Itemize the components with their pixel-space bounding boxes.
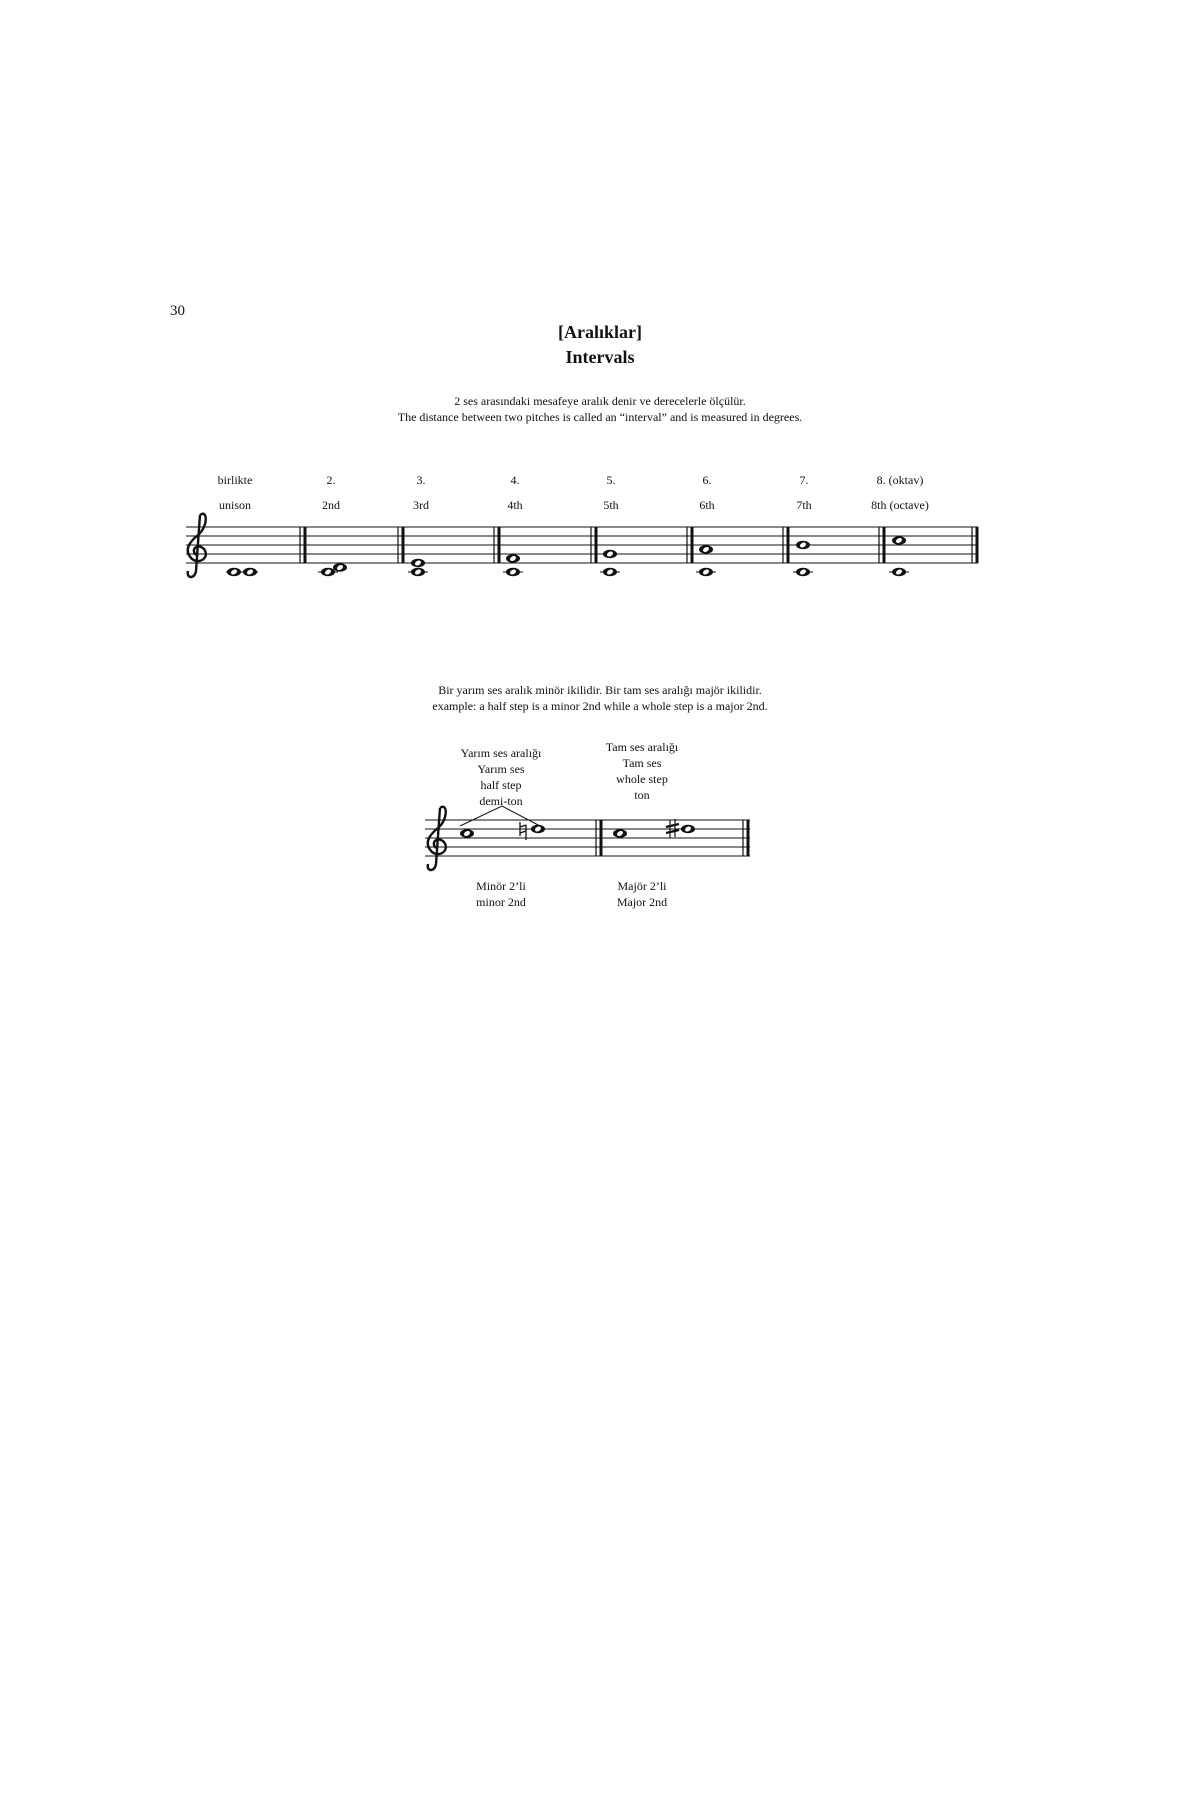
interval-label-tr-8: 8. (oktav)	[876, 473, 924, 487]
major-second-tr: Majör 2’li	[617, 879, 667, 893]
whole-step-labels	[572, 739, 712, 803]
intro-text-en: The distance between two pitches is called an “interval” and is measured in degrees.	[397, 410, 803, 424]
half-step-label: half step	[480, 778, 522, 792]
major-second-en: Major 2nd	[616, 895, 668, 909]
intro-text-tr: 2 ses arasındaki mesafeye aralık denir ve derecelerle ölçülür.	[454, 394, 746, 408]
steps-text	[0, 682, 1200, 714]
interval-label-en-5: 5th	[603, 498, 619, 512]
minor-second-caption	[431, 878, 571, 910]
interval-label-tr-7: 7.	[799, 473, 809, 487]
minor-second-en: minor 2nd	[476, 895, 526, 909]
steps-text-en: example: a half step is a minor 2nd while a whole step is a major 2nd.	[432, 699, 768, 713]
interval-label-en-4: 4th	[507, 498, 523, 512]
half-step-label: Yarım ses aralığı	[460, 746, 542, 760]
half-step-label: Yarım ses	[477, 762, 525, 776]
interval-notes	[226, 536, 909, 576]
whole-step-label: ton	[634, 788, 650, 802]
interval-label-en-6: 6th	[699, 498, 715, 512]
interval-label-en-2: 2nd	[322, 498, 340, 512]
interval-label-en-8: 8th (octave)	[871, 498, 929, 512]
whole-step-label: Tam ses	[622, 756, 662, 770]
page-number: 30	[170, 303, 185, 319]
steps-staff	[425, 806, 750, 870]
interval-label-tr-1: birlikte	[217, 473, 253, 487]
whole-step-label: Tam ses aralığı	[605, 740, 679, 754]
interval-label-tr-3: 3.	[416, 473, 426, 487]
half-step-label: demi-ton	[479, 794, 523, 808]
interval-label-tr-6: 6.	[702, 473, 712, 487]
interval-label-en-1: unison	[218, 498, 251, 512]
minor-second-tr: Minör 2’li	[476, 879, 526, 893]
title-turkish: [Aralıklar]	[558, 322, 642, 342]
whole-step-label: whole step	[616, 772, 668, 786]
interval-label-tr-5: 5.	[606, 473, 616, 487]
major-second-caption	[572, 878, 712, 910]
steps-text-tr: Bir yarım ses aralık minör ikilidir. Bir tam ses aralığı majör ikilidir.	[438, 683, 762, 697]
interval-label-tr-4: 4.	[510, 473, 520, 487]
interval-label-tr-2: 2.	[326, 473, 336, 487]
interval-label-en-3: 3rd	[413, 498, 429, 512]
interval-label-en-7: 7th	[796, 498, 812, 512]
interval-staff	[186, 514, 978, 577]
title-english: Intervals	[565, 347, 635, 367]
natural-sign-icon	[520, 822, 526, 840]
half-step-labels	[431, 745, 571, 809]
